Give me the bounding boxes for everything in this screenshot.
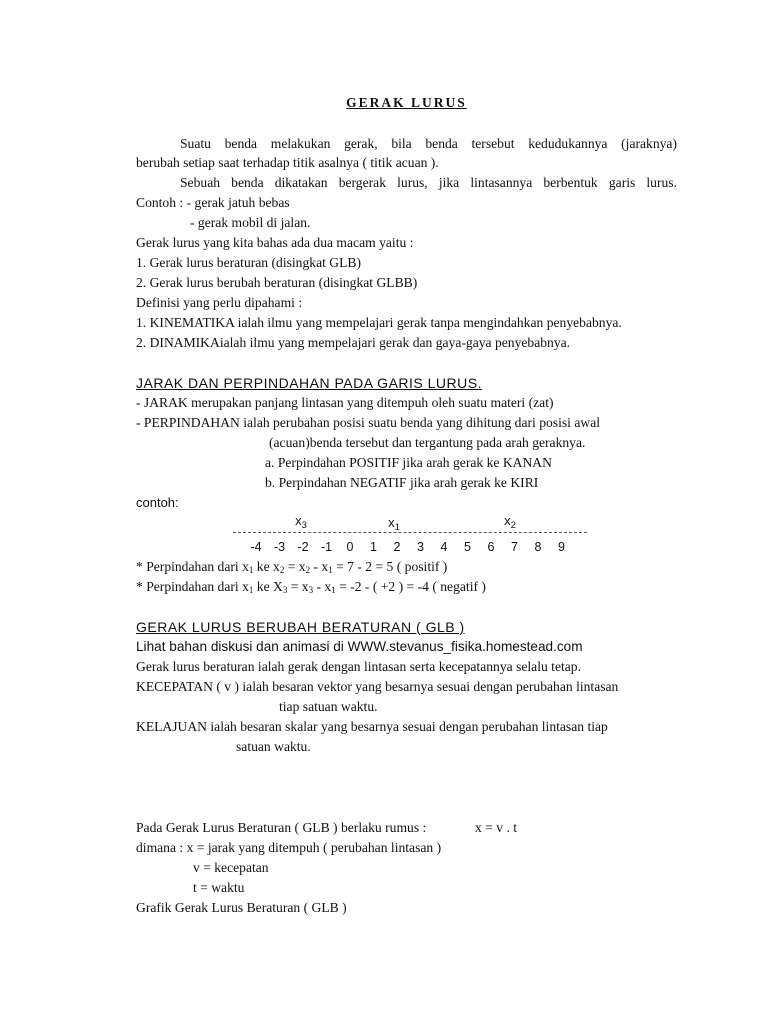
number-line-tick-labels bbox=[233, 537, 587, 555]
jarak-line-4: a. Perpindahan POSITIF jika arah gerak ke KANAN bbox=[265, 455, 552, 470]
glb-lihat-line: Lihat bahan diskusi dan animasi di WWW.stevanus_fisika.homestead.com bbox=[136, 639, 583, 654]
number-line-tick-label: -3 bbox=[273, 540, 286, 554]
number-line-tick-label: 4 bbox=[440, 540, 448, 554]
number-line-tick-label: 0 bbox=[346, 540, 354, 554]
jarak-line-1: - JARAK merupakan panjang lintasan yang ditempuh oleh suatu materi (zat) bbox=[136, 395, 554, 410]
point-label-x1: $x_1$ bbox=[388, 515, 400, 533]
point-label-x2: $x_2$ bbox=[504, 513, 516, 531]
glb-line-4: KELAJUAN ialah besaran skalar yang besarnya sesuai dengan perubahan lintasan tiap bbox=[136, 719, 608, 734]
intro-line-2: berubah setiap saat terhadap titik asalnya ( titik acuan ). bbox=[136, 155, 439, 170]
number-line-tick-label: 1 bbox=[370, 540, 377, 554]
number-line-tick-label: 7 bbox=[511, 540, 518, 554]
jarak-line-5: b. Perpindahan NEGATIF jika arah gerak ke KIRI bbox=[265, 475, 539, 490]
rumus-formula: x = v . t bbox=[475, 820, 518, 835]
rumus-line-3: v = kecepatan bbox=[193, 860, 269, 875]
document-page bbox=[136, 0, 677, 1024]
number-line-points bbox=[233, 510, 587, 532]
macam-item-2: 2. Gerak lurus berubah beraturan (disingkat GLBB) bbox=[136, 275, 418, 290]
jarak-heading: JARAK DAN PERPINDAHAN PADA GARIS LURUS. bbox=[136, 375, 482, 391]
perpindahan-line-2: * Perpindahan dari $x_1$ ke $X_3 = x_3 - x_1 = -2$ - ( +2 ) = -4 ( negatif ) bbox=[136, 579, 486, 595]
number-line-tick-label: -2 bbox=[297, 540, 309, 554]
glb-line-3: tiap satuan waktu. bbox=[279, 699, 378, 714]
rumus-line-5: Grafik Gerak Lurus Beraturan ( GLB ) bbox=[136, 900, 347, 915]
contoh-label: contoh: bbox=[136, 495, 179, 510]
jarak-line-3: (acuan)benda tersebut dan tergantung pada arah geraknya. bbox=[269, 435, 586, 450]
macam-item-1: 1. Gerak lurus beraturan (disingkat GLB) bbox=[136, 255, 361, 270]
definisi-item-2: 2. DINAMIKAialah ilmu yang mempelajari gerak dan gaya-gaya penyebabnya. bbox=[136, 335, 571, 350]
number-line-axis bbox=[233, 532, 587, 533]
rumus-line-2: dimana : x = jarak yang ditempuh ( perubahan lintasan ) bbox=[136, 840, 442, 855]
point-label-x3: $x_3$ bbox=[295, 513, 307, 531]
number-line-tick-label: 6 bbox=[487, 540, 495, 554]
glb-line-5: satuan waktu. bbox=[236, 739, 311, 754]
number-line-tick-label: 3 bbox=[417, 540, 424, 554]
rumus-line-1: Pada Gerak Lurus Beraturan ( GLB ) berlaku rumus : bbox=[136, 820, 427, 835]
number-line-tick-label: -4 bbox=[250, 540, 262, 554]
rumus-line-4: t = waktu bbox=[193, 880, 245, 895]
glb-line-2: KECEPATAN ( v ) ialah besaran vektor yang besarnya sesuai dengan perubahan lintasan bbox=[136, 679, 619, 694]
intro-line-1: Suatu benda melakukan gerak, bila benda tersebut kedudukannya (jaraknya) bbox=[180, 136, 677, 151]
definisi-item-1: 1. KINEMATIKA ialah ilmu yang mempelajari gerak tanpa mengindahkan penyebabnya. bbox=[136, 315, 622, 330]
glb-heading: GERAK LURUS BERUBAH BERATURAN ( GLB ) bbox=[136, 619, 465, 635]
number-line bbox=[233, 510, 587, 556]
number-line-tick-label: 2 bbox=[393, 540, 401, 554]
number-line-tick-label: 5 bbox=[464, 540, 471, 554]
number-line-tick-label: -1 bbox=[320, 540, 333, 554]
definisi-line: Definisi yang perlu dipahami : bbox=[136, 295, 303, 310]
intro-line-3: Sebuah benda dikatakan bergerak lurus, jika lintasannya berbentuk garis lurus. bbox=[180, 175, 677, 190]
number-line-tick-label: 9 bbox=[558, 540, 565, 554]
macam-line: Gerak lurus yang kita bahas ada dua macam yaitu : bbox=[136, 235, 414, 250]
page-title: GERAK LURUS bbox=[346, 95, 467, 110]
contoh-line-1: Contoh : - gerak jatuh bebas bbox=[136, 195, 290, 210]
jarak-line-2: - PERPINDAHAN ialah perubahan posisi suatu benda yang dihitung dari posisi awal bbox=[136, 415, 600, 430]
number-line-tick-label: 8 bbox=[534, 540, 542, 554]
glb-line-1: Gerak lurus beraturan ialah gerak dengan lintasan serta kecepatannya selalu tetap. bbox=[136, 659, 581, 674]
perpindahan-line-1: * Perpindahan dari $x_1$ ke $x_2 = x_2 - x_1 = 7 - 2 = 5$ ( positif ) bbox=[136, 559, 448, 575]
contoh-line-2: - gerak mobil di jalan. bbox=[190, 215, 311, 230]
